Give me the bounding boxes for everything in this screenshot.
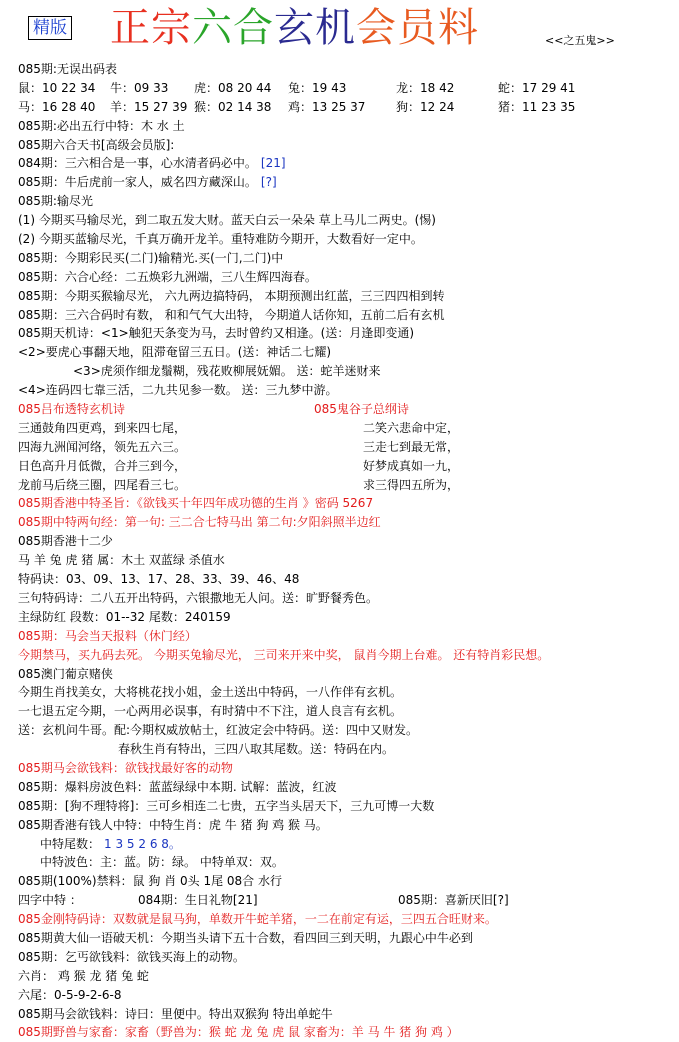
two-column-line	[18, 457, 668, 476]
text-line	[18, 986, 668, 1005]
text-line	[18, 608, 668, 627]
left-column-text: 四海九洲闻河络，领先五六三。	[18, 439, 187, 454]
line-text: 085期：马会当天报料（休门经）	[18, 628, 197, 643]
text-line	[18, 1005, 668, 1024]
text-line	[18, 967, 668, 986]
zodiac-number-row	[18, 98, 668, 117]
text-line	[18, 381, 668, 400]
line-text: 085期：今期彩民买(二门)输精光.买(一门,二门)中	[18, 250, 284, 265]
line-text: 春秋生肖有特出，三四八取其尾数。送：特码在内。	[118, 742, 395, 757]
text-line	[18, 759, 668, 778]
zodiac-cell: 鸡：13 25 37	[288, 99, 366, 114]
right-column-text: 二笑六悲命中定，	[363, 420, 460, 435]
text-line	[18, 136, 668, 155]
line-text: 085期香港有钱人中特：中特生肖：虎 牛 猪 狗 鸡 猴 马。	[18, 817, 328, 832]
column-text: 084期：生日礼物[21]	[138, 893, 258, 908]
zodiac-cell: 猪：11 23 35	[498, 99, 576, 114]
line-text: 085期：今期买猴输尽光， 六九两边搞特码， 本期预测出红蓝，三三四四相到转	[18, 288, 445, 303]
text-line	[18, 646, 668, 665]
text-line	[18, 324, 668, 343]
premium-badge: 精版	[28, 16, 72, 40]
page-title	[110, 2, 479, 54]
line-highlight: 1 3 5 2 6 8。	[104, 836, 181, 851]
text-line	[18, 249, 668, 268]
line-text: 085期:无误出码表	[18, 62, 117, 76]
left-column-text: 085吕布透特玄机诗	[18, 402, 125, 417]
left-column-text: 三通鼓角四更鸡，到来四七尾，	[18, 420, 187, 435]
line-text: 085金刚特码诗：双数就是鼠马狗，单数开牛蛇羊猪，一二在前定有运，三四五合旺财来。	[18, 912, 497, 927]
text-line	[18, 268, 668, 287]
line-text: 085期野兽与家畜：家畜（野兽为：猴 蛇 龙 兔 虎 鼠 家畜为：羊 马 牛 猪 狗 鸡 ）	[18, 1025, 459, 1040]
line-text: 三句特码诗：二八五开出特码，六银撒地无人问。送：旷野餐秀色。	[18, 590, 379, 605]
text-line	[18, 192, 668, 211]
title-segment: 六合	[192, 5, 274, 51]
two-column-line	[18, 438, 668, 457]
title-segment: 正宗	[110, 5, 192, 51]
line-text: 中特波色：主：蓝。防：绿。 中特单双：双。	[40, 855, 284, 870]
zodiac-cell: 鼠：10 22 34	[18, 80, 96, 95]
zodiac-cell: 猴：02 14 38	[194, 99, 272, 114]
text-line	[18, 551, 668, 570]
line-text: 085期：三六合码时有数， 和和气气大出特， 今期道人话你知，五前二后有玄机	[18, 307, 445, 322]
right-column-text: 085鬼谷子总纲诗	[314, 402, 409, 417]
left-column-text: 龙前马后绕三圈，四尾看三七。	[18, 477, 187, 492]
line-text: 一七退五定今期，一心两用必误事，有时猜中不下注，道人良言有玄机。	[18, 704, 403, 719]
zodiac-cell: 牛：09 33	[110, 80, 169, 95]
text-line	[18, 117, 668, 136]
line-text: 主绿防红 段数：01--32 尾数：240159	[18, 609, 231, 624]
line-text: 085期香港中特圣旨：《欲钱买十年四年成功德的生肖 》密码 5267	[18, 496, 374, 511]
text-line	[18, 627, 668, 646]
text-line	[18, 1023, 668, 1042]
line-text: 085澳门葡京赌侠	[18, 666, 113, 681]
zodiac-number-row	[18, 79, 668, 98]
text-line	[18, 570, 668, 589]
text-line	[18, 211, 668, 230]
line-text: 马 羊 兔 虎 猪 属：木土 双蓝绿 杀值水	[18, 553, 225, 568]
text-line	[18, 948, 668, 967]
line-text: 今期禁马，买九码去死。 今期买兔输尽光， 三司来开来中奖， 鼠肖今期上台难。 还有特肖彩民想。	[18, 647, 550, 662]
text-line	[18, 683, 668, 702]
text-line	[18, 910, 668, 929]
line-text: 085期:必出五行中特：木 水 土	[18, 118, 185, 133]
text-line	[18, 513, 668, 532]
text-line	[18, 494, 668, 513]
line-text: 085期黄大仙一语破天机：今期当头请下五十合数，看四回三到天明，九跟心中牛必到	[18, 930, 473, 945]
text-line	[18, 154, 668, 173]
line-text: 085期：[狗不理特将]：三可乡相连二七贵，五字当头居天下，三九可博一大数	[18, 798, 435, 813]
zodiac-cell: 虎：08 20 44	[194, 80, 272, 95]
text-line	[18, 362, 668, 381]
two-column-line	[18, 400, 668, 419]
text-line	[18, 721, 668, 740]
text-line	[18, 306, 668, 325]
line-text: (1) 今期买马输尽光，到二取五发大财。蓝天白云一朵朵 草上马儿二两史。(惕)	[18, 213, 436, 228]
line-highlight: [21]	[260, 156, 286, 171]
subtitle: <<之五鬼>>	[545, 34, 615, 47]
zodiac-cell: 狗：12 24	[396, 99, 455, 114]
content-lines	[18, 60, 668, 1042]
text-line	[18, 287, 668, 306]
left-column-text: 日色高升月低微，合并三到今，	[18, 458, 187, 473]
text-line	[18, 797, 668, 816]
line-text: <4>连码四七靠三活，二九共见参一数。 送：三九梦中游。	[18, 383, 338, 398]
three-column-line	[18, 891, 668, 910]
line-text: 085期香港十二少	[18, 534, 113, 549]
text-line	[18, 702, 668, 721]
text-line	[18, 778, 668, 797]
text-line	[18, 230, 668, 249]
column-text: 四字中特 ：	[18, 893, 82, 908]
text-line	[18, 835, 668, 854]
right-column-text: 好梦成真如一九，	[363, 458, 460, 473]
line-text: 特码诀：03、09、13、17、28、33、39、46、48	[18, 572, 300, 587]
text-line	[18, 589, 668, 608]
line-text: 085期六合天书[高级会员版]:	[18, 137, 175, 152]
line-text: 送：玄机问牛哥。配:今期权威放帖士，红波定会中特码。送：四中又财发。	[18, 723, 419, 738]
line-text: 六肖： 鸡 猴 龙 猪 兔 蛇	[18, 968, 149, 983]
text-line	[18, 740, 668, 759]
text-line	[18, 173, 668, 192]
text-line	[18, 665, 668, 684]
text-line	[18, 929, 668, 948]
line-text: 085期:输尽光	[18, 194, 93, 209]
text-line	[18, 60, 668, 79]
right-column-text: 三走七到最无常，	[363, 439, 460, 454]
two-column-line	[18, 476, 668, 495]
line-text: (2) 今期买蓝输尽光，千真万确开龙羊。重特难防今期开，大数看好一定中。	[18, 232, 423, 247]
line-text: 六尾：0-5-9-2-6-8	[18, 987, 122, 1002]
zodiac-cell: 兔：19 43	[288, 80, 347, 95]
right-column-text: 求三得四五所为，	[363, 477, 460, 492]
line-text: <3>虎须作细龙鬚糊，残花败柳展妩媚。 送：蛇羊迷财来	[73, 364, 381, 379]
line-text: 085期马会欲钱料：诗曰：里便中。特出双猴狗 特出单蛇牛	[18, 1006, 333, 1021]
text-line	[18, 872, 668, 891]
column-text: 085期：喜新厌旧[?]	[398, 893, 509, 908]
line-text: 085期：乞丐欲钱料：欲钱买海上的动物。	[18, 949, 245, 964]
line-text: 中特尾数：	[40, 836, 101, 851]
line-text: <2>要虎心事翻天地，阻滞奄留三五日。(送：神话二七耀)	[18, 345, 332, 360]
line-text: 085期马会欲钱料：欲钱找最好客的动物	[18, 760, 233, 775]
zodiac-cell: 羊：15 27 39	[110, 99, 188, 114]
line-text: 085期：爆料房波色料：蓝蓝绿绿中本期. 试解：蓝波，红波	[18, 779, 337, 794]
header	[0, 0, 679, 60]
title-segment: 玄机	[274, 5, 356, 51]
zodiac-cell: 马：16 28 40	[18, 99, 96, 114]
text-line	[18, 532, 668, 551]
line-highlight: [?]	[260, 175, 277, 190]
text-line	[18, 853, 668, 872]
line-text: 084期：三六相合是一事，心水清者码必中。	[18, 156, 257, 171]
line-text: 085期(100%)禁料：鼠 狗 肖 0头 1尾 08合 水行	[18, 874, 283, 889]
text-line	[18, 816, 668, 835]
zodiac-cell: 龙：18 42	[396, 80, 455, 95]
text-line	[18, 343, 668, 362]
title-segment: 会员料	[356, 5, 479, 51]
line-text: 085期：牛后虎前一家人，威名四方藏深山。	[18, 175, 257, 190]
line-text: 085期中特两句经：第一句: 三二合七特马出 第二句:夕阳斜照半边红	[18, 515, 381, 530]
two-column-line	[18, 419, 668, 438]
line-text: 085期：六合心经：二五焕彩九洲端，三八生辉四海春。	[18, 269, 317, 284]
zodiac-cell: 蛇：17 29 41	[498, 80, 576, 95]
line-text: 今期生肖找美女，大将桃花找小姐，金土送出中特码，一八作伴有玄机。	[18, 685, 403, 700]
line-text: 085期天机诗：<1>触犯天条变为马，去时曾约又相逢。(送：月逢即变通)	[18, 326, 415, 341]
